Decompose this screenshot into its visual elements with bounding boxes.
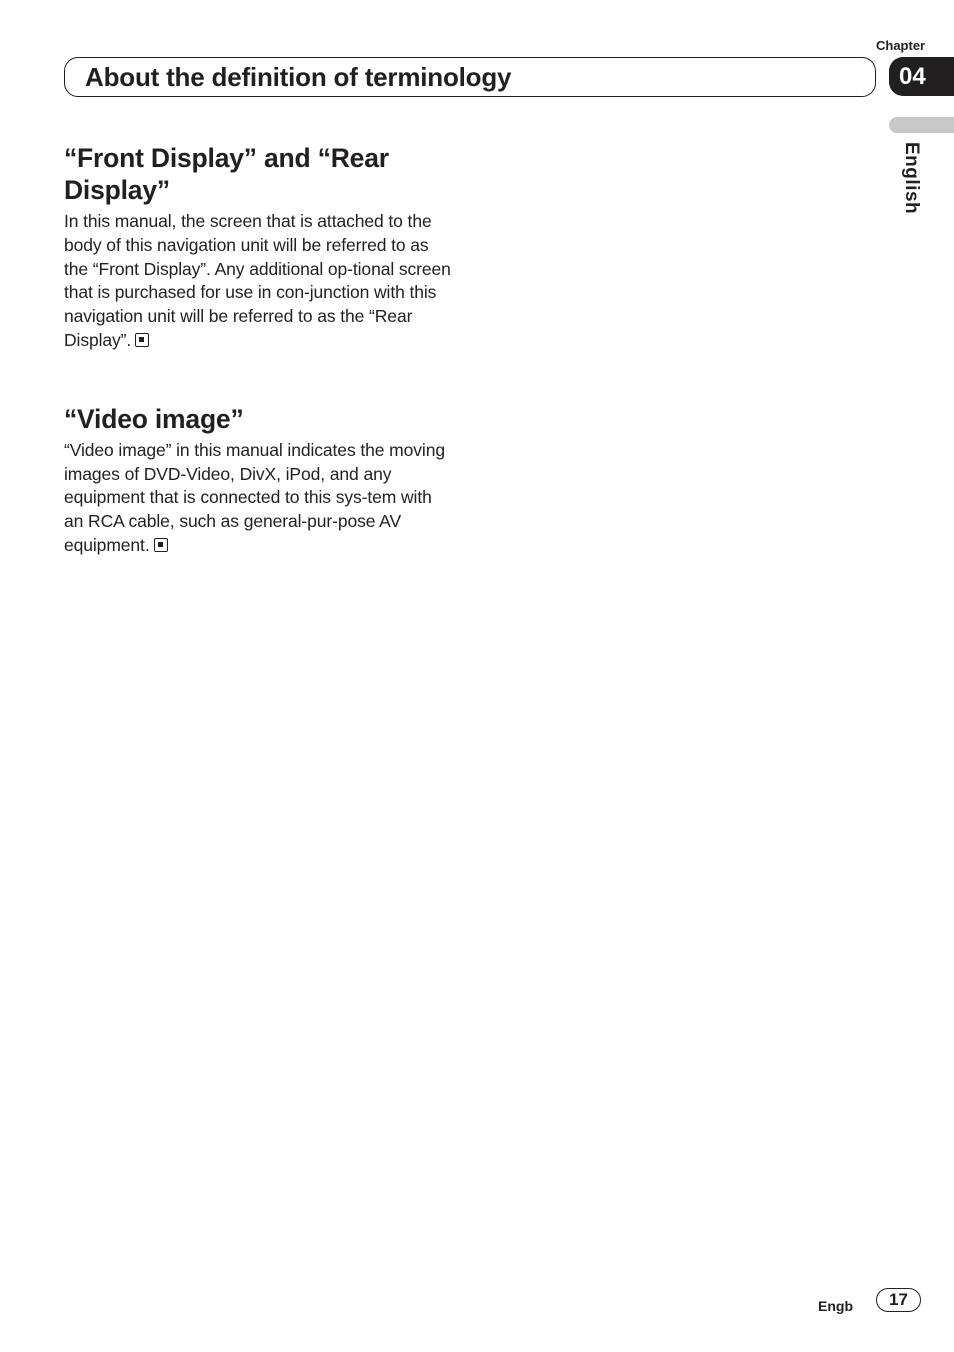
main-content: [64, 142, 454, 558]
section-heading: [64, 142, 454, 206]
chapter-label: Chapter: [876, 38, 926, 53]
section-heading: “Video image”: [64, 403, 244, 434]
section-body: [64, 210, 454, 353]
heading-line-1: “Front Display” and “Rear: [64, 143, 389, 173]
body-text: In this manual, the screen that is attached to the body of this navigation unit will be referred to as the “Front Display”. Any additional op-tional screen that is purchased for use in con-junction with this navigation unit will be referred to as the “Rear Display”.: [64, 211, 451, 350]
section-body: [64, 439, 454, 558]
section-title: About the definition of terminology: [85, 61, 512, 92]
section-video-image: [64, 403, 454, 558]
section-front-rear-display: [64, 142, 454, 353]
page-number: 17: [876, 1288, 921, 1312]
section-title-box: [64, 57, 876, 97]
end-of-section-icon: [154, 538, 168, 552]
chapter-number: 04: [889, 57, 954, 96]
body-text: “Video image” in this manual indicates the moving images of DVD-Video, DivX, iPod, and any equipment that is connected to this sys-tem with an RCA cable, such as general-pur-pose AV equipment.: [64, 439, 445, 555]
language-label: English: [901, 142, 922, 215]
end-of-section-icon: [135, 333, 149, 347]
footer-language-code: Engb: [818, 1298, 853, 1314]
language-tab: [889, 117, 954, 133]
heading-line-2: Display”: [64, 175, 170, 205]
